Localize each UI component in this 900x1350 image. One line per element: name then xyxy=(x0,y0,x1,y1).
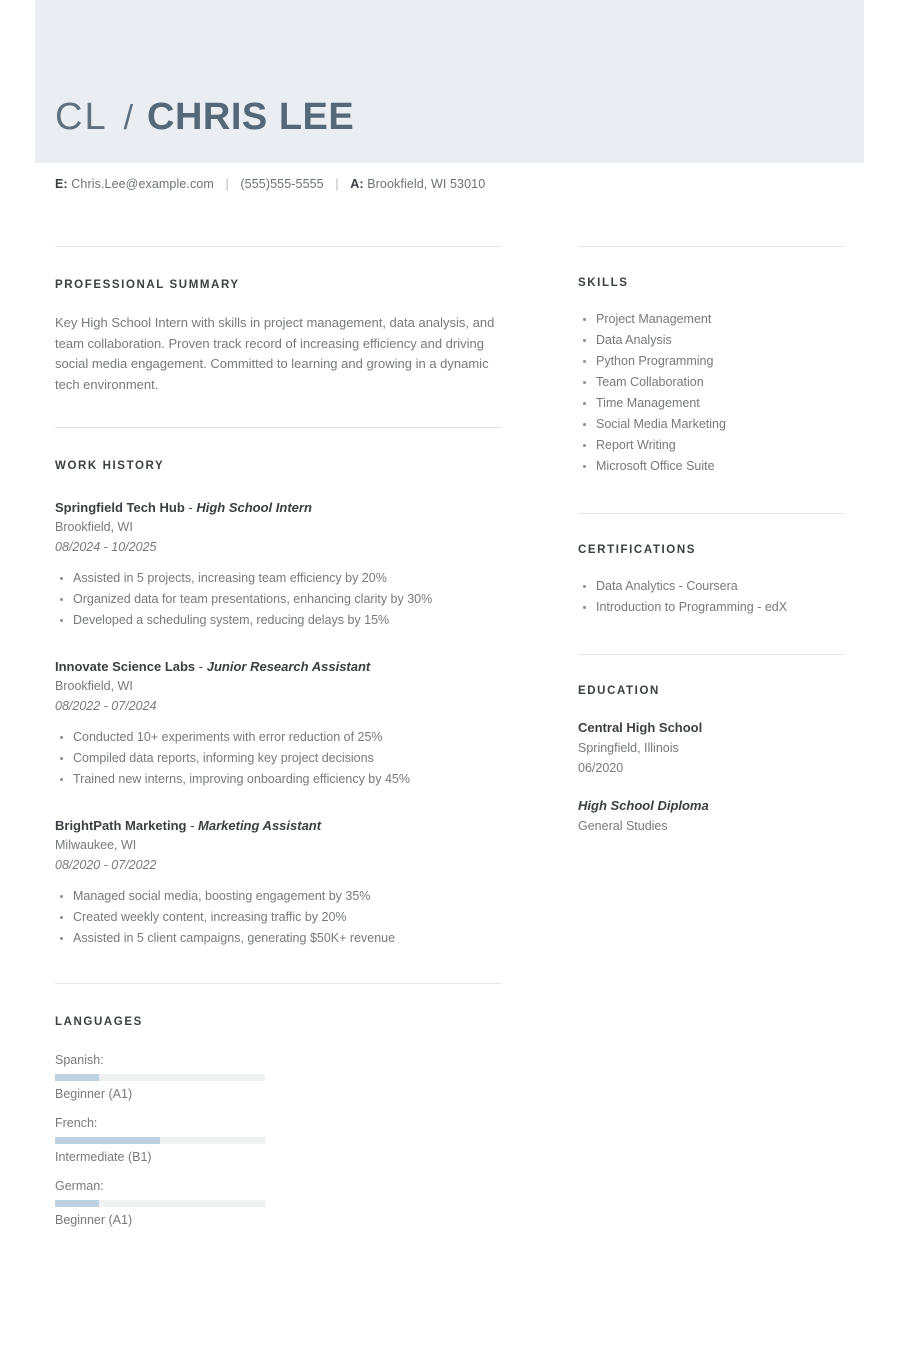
section-title-skills: SKILLS xyxy=(578,277,629,289)
language-proficiency-fill xyxy=(55,1137,160,1144)
section-title-summary: PROFESSIONAL SUMMARY xyxy=(55,279,240,291)
job-title-dash: - xyxy=(195,659,207,674)
education-entry xyxy=(578,718,844,836)
education-degree: High School Diploma xyxy=(578,798,709,813)
job-dates: 08/2020 - 07/2022 xyxy=(55,858,157,872)
job-bullet: Conducted 10+ experiments with error reduction of 25% xyxy=(73,727,501,748)
job-bullet-list xyxy=(55,568,501,631)
section-title-languages: LANGUAGES xyxy=(55,1016,143,1028)
job-bullet: Created weekly content, increasing traffic by 20% xyxy=(73,907,501,928)
divider-certifications xyxy=(578,513,844,514)
address-value: Brookfield, WI 53010 xyxy=(367,177,486,191)
section-title-work-history: WORK HISTORY xyxy=(55,460,165,472)
contact-separator-2: | xyxy=(335,177,339,191)
job-bullet: Assisted in 5 client campaigns, generating $50K+ revenue xyxy=(73,928,501,949)
section-title-certifications: CERTIFICATIONS xyxy=(578,544,697,556)
job-bullet-list xyxy=(55,727,501,790)
job-company: Innovate Science Labs xyxy=(55,659,196,674)
divider-education xyxy=(578,654,844,655)
job-bullet: Compiled data reports, informing key project decisions xyxy=(73,748,501,769)
education-field: General Studies xyxy=(578,819,668,833)
language-proficiency-bar xyxy=(55,1137,265,1144)
skill-item: Team Collaboration xyxy=(596,372,844,393)
right-column xyxy=(578,246,844,836)
job-title-line xyxy=(55,816,501,835)
work-history-entry xyxy=(55,498,501,631)
language-proficiency-bar xyxy=(55,1200,265,1207)
certification-item: Data Analytics - Coursera xyxy=(596,576,844,597)
language-proficiency-fill xyxy=(55,1074,99,1081)
job-title-line xyxy=(55,498,501,517)
candidate-name: CHRIS LEE xyxy=(147,96,355,138)
section-title-education: EDUCATION xyxy=(578,685,660,697)
skill-item: Microsoft Office Suite xyxy=(596,456,844,477)
skills-list xyxy=(578,309,844,477)
job-bullet: Organized data for team presentations, enhancing clarity by 30% xyxy=(73,589,501,610)
contact-line xyxy=(55,177,485,191)
skill-item: Data Analysis xyxy=(596,330,844,351)
certification-item: Introduction to Programming - edX xyxy=(596,597,844,618)
job-location: Brookfield, WI xyxy=(55,520,133,534)
language-level: Beginner (A1) xyxy=(55,1087,133,1101)
language-item xyxy=(55,1113,265,1168)
job-title-dash: - xyxy=(184,500,197,515)
job-location: Milwaukee, WI xyxy=(55,838,137,852)
job-role: Junior Research Assistant xyxy=(206,659,371,674)
job-role: High School Intern xyxy=(196,500,312,515)
job-bullet: Trained new interns, improving onboarding efficiency by 45% xyxy=(73,769,501,790)
work-history-entry xyxy=(55,657,501,790)
job-dates: 08/2022 - 07/2024 xyxy=(55,699,157,713)
language-name: German: xyxy=(55,1179,104,1193)
skill-item: Social Media Marketing xyxy=(596,414,844,435)
job-company: BrightPath Marketing xyxy=(55,818,187,833)
job-role: Marketing Assistant xyxy=(198,818,322,833)
language-item xyxy=(55,1050,265,1105)
name-heading xyxy=(55,96,354,139)
job-bullet: Assisted in 5 projects, increasing team efficiency by 20% xyxy=(73,568,501,589)
language-name: French: xyxy=(55,1116,98,1130)
language-proficiency-bar xyxy=(55,1074,265,1081)
language-item xyxy=(55,1176,265,1231)
job-bullet-list xyxy=(55,886,501,949)
job-company: Springfield Tech Hub xyxy=(55,500,185,515)
email-label: E: xyxy=(55,177,68,191)
job-bullet: Developed a scheduling system, reducing delays by 15% xyxy=(73,610,501,631)
language-proficiency-fill xyxy=(55,1200,99,1207)
job-location: Brookfield, WI xyxy=(55,679,133,693)
summary-text: Key High School Intern with skills in project management, data analysis, and team collaboration. Proven track record of increasing efficiency and driving social media engagement. Committed to learning and growing in a dynamic tech environment. xyxy=(55,315,495,392)
initials-monogram: CL xyxy=(55,96,108,138)
name-separator: / xyxy=(123,99,134,137)
skill-item: Project Management xyxy=(596,309,844,330)
skill-item: Report Writing xyxy=(596,435,844,456)
language-level: Beginner (A1) xyxy=(55,1213,133,1227)
education-location: Springfield, Illinois xyxy=(578,741,679,755)
language-level: Intermediate (B1) xyxy=(55,1150,152,1164)
education-school: Central High School xyxy=(578,720,703,735)
divider-summary xyxy=(55,246,501,247)
skill-item: Python Programming xyxy=(596,351,844,372)
job-title-line xyxy=(55,657,501,676)
address-label: A: xyxy=(350,177,364,191)
job-bullet: Managed social media, boosting engagement by 35% xyxy=(73,886,501,907)
language-name: Spanish: xyxy=(55,1053,104,1067)
contact-separator-1: | xyxy=(225,177,229,191)
education-date: 06/2020 xyxy=(578,761,624,775)
divider-skills xyxy=(578,246,844,247)
phone-value: (555)555-5555 xyxy=(240,177,324,191)
certifications-list xyxy=(578,576,844,618)
divider-work-history xyxy=(55,427,501,428)
left-column xyxy=(55,246,501,1239)
email-value: Chris.Lee@example.com xyxy=(71,177,214,191)
work-history-list xyxy=(55,498,501,949)
languages-list xyxy=(55,1050,497,1239)
divider-languages xyxy=(55,983,501,984)
skill-item: Time Management xyxy=(596,393,844,414)
work-history-entry xyxy=(55,816,501,949)
job-dates: 08/2024 - 10/2025 xyxy=(55,540,157,554)
job-title-dash: - xyxy=(186,818,199,833)
